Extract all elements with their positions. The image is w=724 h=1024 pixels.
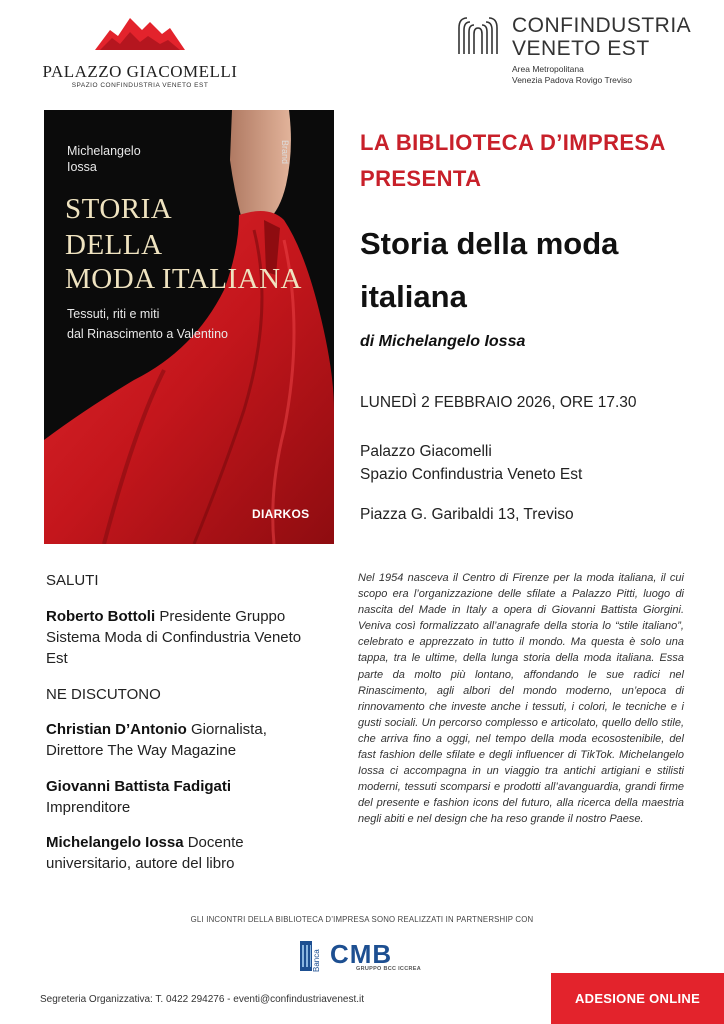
partnership-note: GLI INCONTRI DELLA BIBLIOTECA D’IMPRESA SONO REALIZZATI IN PARTNERSHIP CON bbox=[190, 915, 534, 924]
palazzo-giacomelli-name: PALAZZO GIACOMELLI bbox=[42, 62, 238, 81]
event-date: LUNEDÌ 2 FEBBRAIO 2026, ORE 17.30 bbox=[360, 394, 637, 411]
event-address: Piazza G. Garibaldi 13, Treviso bbox=[360, 506, 574, 523]
cover-subtitle-line: dal Rinascimento a Valentino bbox=[67, 327, 228, 341]
speaker-role: Docente universitario, autore del libro bbox=[46, 834, 244, 872]
event-title-line2: italiana bbox=[360, 279, 467, 314]
confindustria-area: Area Metropolitana bbox=[512, 64, 584, 74]
event-venue: Palazzo Giacomelli bbox=[360, 443, 492, 460]
sponsor-name: CMB bbox=[330, 939, 393, 969]
confindustria-name-line2: VENETO EST bbox=[512, 37, 650, 60]
cover-title-line: MODA ITALIANA bbox=[65, 263, 302, 295]
confindustria-name-line1: CONFINDUSTRIA bbox=[512, 14, 692, 37]
speaker-name: Michelangelo Iossa bbox=[46, 834, 184, 851]
speaker-name: Christian D’Antonio bbox=[46, 721, 187, 738]
confindustria-emblem-icon bbox=[455, 14, 501, 58]
book-description: Nel 1954 nasceva il Centro di Firenze per la moda italiana, il cui scopo era l’organizzazione delle sfilate a Palazzo Pitti, luogo di nascita del Made in Italy a opera di Giovanni Battista Giorgini. Veniva così formalizzato all’anagrafe della storia lo “stile italiano”, celebrato e apprezzato in tutto il mondo. Ma questa è solo una tappa, tra le ultime, della lunga storia della moda italiana. Essa parte da molto più lontano, affondando le sue radici nel Rinascimento, agli albori del mondo moderno, un’epoca di rinnovamento che investe anche i tessuti, i colori, le tecniche e i gusti sociali. Un percorso complesso e articolato, quello dello stile, che arriva fino a oggi, nel tempo della moda ecosostenibile, del fast fashion delle sfilate e degli influencer di TikTok. Michelangelo Iossa ci accompagna in un viaggio tra antichi artigiani e stilisti moderni, tessuti scomparsi e prodotti all’avanguardia, grandi firme del presente e fashion icons del futuro, alla ricerca della maestria negli abiti e nel design che ha reso grande il nostro Paese. bbox=[358, 572, 684, 826]
cover-author-first: Michelangelo bbox=[67, 144, 141, 158]
panelist-entry bbox=[46, 832, 306, 874]
palazzo-giacomelli-subtitle: SPAZIO CONFINDUSTRIA VENETO EST bbox=[71, 82, 209, 89]
contact-info: Segreteria Organizzativa: T. 0422 294276 - eventi@confindustriavenest.it bbox=[40, 994, 365, 1005]
confindustria-logo bbox=[455, 12, 695, 92]
cover-brand: Brand bbox=[280, 140, 290, 165]
palazzo-giacomelli-logo bbox=[40, 12, 240, 87]
speaker-role: Presidente Gruppo Sistema Moda di Confindustria Veneto Est bbox=[46, 608, 302, 667]
sponsor-group: GRUPPO BCC ICCREA bbox=[356, 966, 421, 972]
sponsor-emblem-icon bbox=[300, 941, 312, 971]
event-byline: di Michelangelo Iossa bbox=[360, 333, 526, 350]
sponsor-logo bbox=[300, 939, 440, 975]
cover-author-last: Iossa bbox=[67, 160, 97, 174]
series-label: LA BIBLIOTECA D’IMPRESA bbox=[360, 130, 666, 155]
cover-title-line: STORIA bbox=[65, 193, 173, 225]
speaker-role: Giornalista, Direttore The Way Magazine bbox=[46, 721, 267, 759]
speaker-role: Imprenditore bbox=[46, 799, 131, 816]
panelist-entry bbox=[46, 719, 316, 761]
confindustria-cities: Venezia Padova Rovigo Treviso bbox=[512, 75, 633, 85]
palazzo-giacomelli-emblem bbox=[90, 12, 190, 52]
speaker-name: Roberto Bottoli bbox=[46, 608, 156, 625]
book-cover bbox=[44, 110, 334, 544]
sponsor-prefix: Banca bbox=[312, 949, 321, 972]
online-registration-button[interactable]: ADESIONE ONLINE bbox=[551, 973, 724, 1024]
event-venue-detail: Spazio Confindustria Veneto Est bbox=[360, 466, 583, 483]
discussion-heading: NE DISCUTONO bbox=[46, 686, 161, 703]
panelist-entry bbox=[46, 776, 276, 818]
cover-subtitle-line: Tessuti, riti e miti bbox=[67, 307, 160, 321]
series-label-presents: PRESENTA bbox=[360, 166, 482, 191]
cover-title-line: DELLA bbox=[65, 229, 163, 261]
speaker-name: Giovanni Battista Fadigati bbox=[46, 778, 232, 795]
greetings-heading: SALUTI bbox=[46, 572, 99, 589]
greeter-entry bbox=[46, 606, 316, 669]
cover-publisher: DIARKOS bbox=[252, 507, 310, 521]
event-title-line1: Storia della moda bbox=[360, 226, 619, 261]
